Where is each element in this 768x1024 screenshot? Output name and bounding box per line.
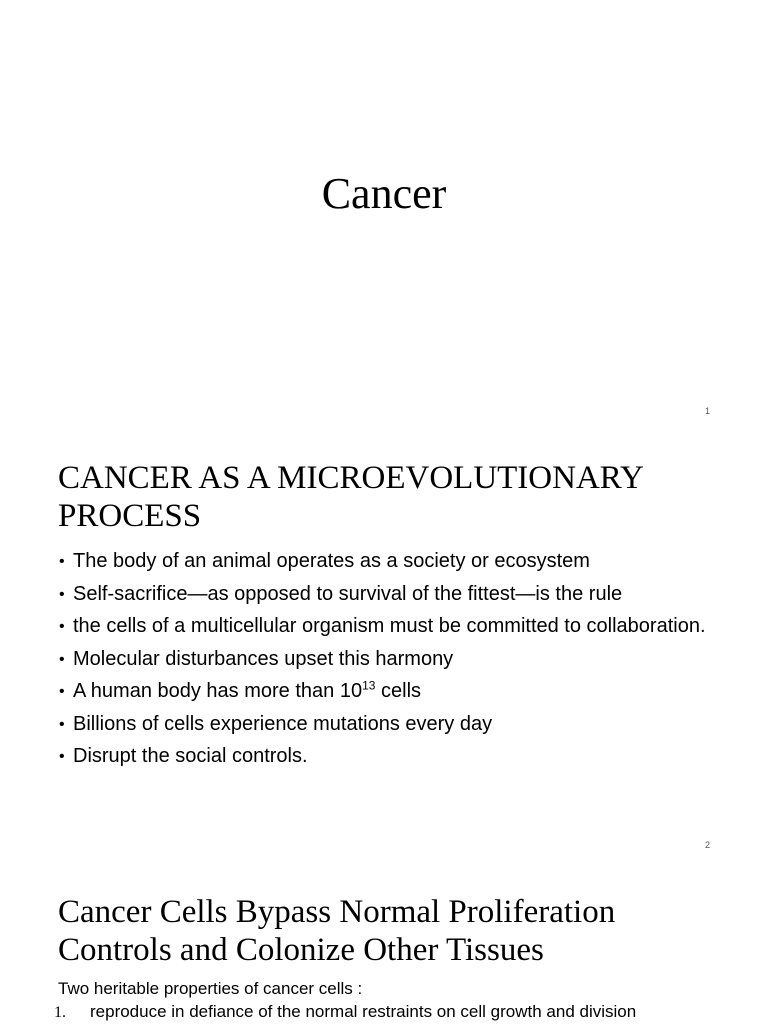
bullet-item	[58, 550, 738, 573]
bullet-text	[73, 680, 421, 702]
slide-3-intro: Two heritable properties of cancer cells :	[58, 979, 363, 998]
item-text: reproduce in defiance of the normal restraints on cell growth and division	[90, 1002, 637, 1021]
slide-1-page-number: 1	[704, 406, 710, 416]
bullet-item	[58, 583, 738, 606]
slide-2-page-number: 2	[704, 840, 710, 850]
bullet-item	[58, 615, 738, 638]
slide-1-title: Cancer	[321, 169, 447, 218]
bullet-dot: •	[59, 715, 65, 733]
bullet-text: Disrupt the social controls.	[73, 745, 308, 767]
bullet-dot: •	[59, 650, 65, 668]
bullet-item	[58, 648, 738, 671]
bullet-text: The body of an animal operates as a society or ecosystem	[73, 550, 590, 572]
slide-3-numbered-list	[54, 1001, 754, 1024]
slide-2-title	[58, 459, 738, 535]
bullet-dot: •	[59, 618, 65, 635]
numbered-item	[54, 1001, 754, 1024]
bullet-dot: •	[59, 585, 65, 603]
bullet-dot: •	[59, 748, 65, 765]
bullet-item	[58, 745, 738, 768]
bullet-text: Molecular disturbances upset this harmony	[73, 647, 454, 670]
exponent-superscript: 13	[362, 678, 376, 693]
bullet-text: Self-sacrifice—as opposed to survival of the fittest—is the rule	[73, 582, 623, 605]
bullet-dot: •	[59, 683, 65, 700]
slide-2-title-line-1: CANCER AS A MICROEVOLUTIONARY	[58, 460, 644, 496]
item-number: 1.	[54, 1004, 66, 1021]
slide-3-title-line-1: Cancer Cells Bypass Normal Proliferation	[58, 894, 616, 930]
slide-2-bullet-list	[58, 550, 738, 778]
bullet-text: the cells of a multicellular organism must be committed to collaboration.	[73, 615, 706, 637]
bullet-text: Billions of cells experience mutations every day	[73, 712, 493, 735]
slide-3-title-line-2: Controls and Colonize Other Tissues	[58, 932, 544, 968]
bullet-text-after: cells	[375, 680, 422, 702]
slide-2-title-line-2: PROCESS	[58, 498, 202, 534]
bullet-dot: •	[59, 553, 65, 570]
bullet-text-before: A human body has more than 10	[73, 680, 363, 702]
bullet-item	[58, 713, 738, 736]
bullet-item	[58, 680, 738, 703]
slide-3-title	[58, 893, 738, 969]
